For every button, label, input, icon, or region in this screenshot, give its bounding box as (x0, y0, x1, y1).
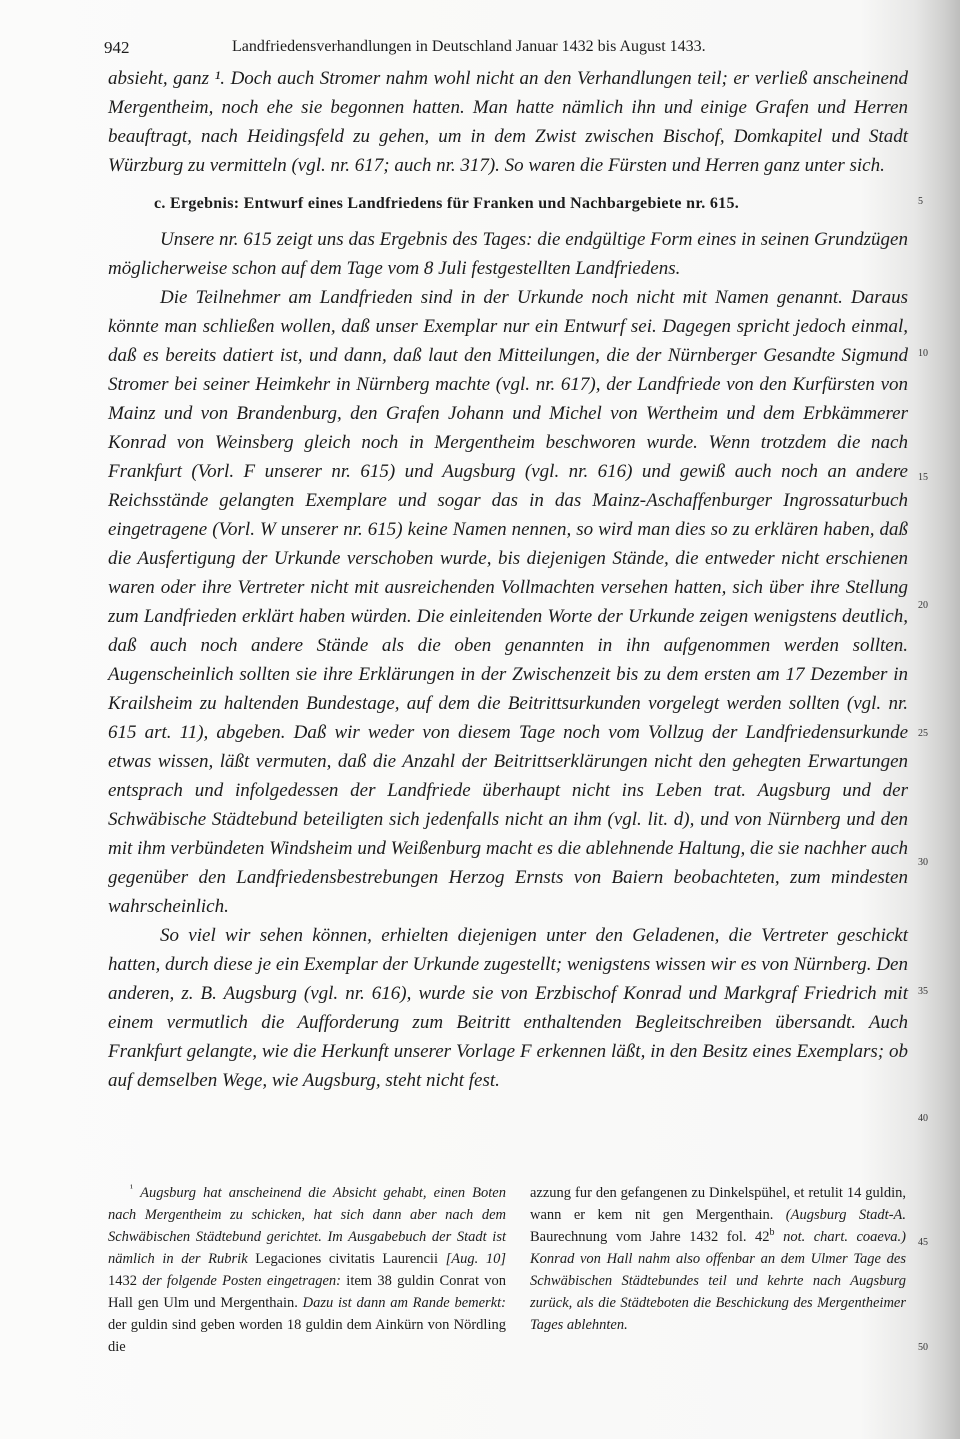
running-title: Landfriedensverhandlungen in Deutschland Januar 1432 bis August 1433. (232, 38, 706, 55)
footnote-continuation: azzung fur den gefangenen zu Dinkelspühel, et retulit 14 guldin, wann er kem nit gen Mergenthain. (Augsburg Stadt-A. Baurechnung vom Jahre 1432 fol. 42$^b$ not. chart. coaeva.) Konrad von Hall nahm also offenbar an dem Ulmer Tage des Schwäbischen Städtebundes teil und kehrte nach Augsburg zurück, als die Städteboten die Beschickung des Mergentheimer Tages ablehnten. (530, 1185, 907, 1333)
line-number: 35 (918, 986, 928, 997)
line-number: 15 (918, 472, 928, 483)
footnote-marker: ¹ (130, 1183, 133, 1195)
main-text (108, 64, 908, 1095)
footnote-right-column (530, 1182, 906, 1336)
page-number: 942 (104, 38, 130, 57)
line-number: 25 (918, 728, 928, 739)
line-number: 30 (918, 857, 928, 868)
paragraph-1: absieht, ganz ¹. Doch auch Stromer nahm wohl nicht an den Verhandlungen teil; er verließ anscheinend Mergentheim, noch ehe sie begonnen hatten. Man hatte nämlich ihn und einige Grafen und Herren beauftragt, nach Heidingsfeld zu gehen, um in dem Zwist zwischen Bischof, Domkapitel und Stadt Würzburg zu vermitteln (vgl. nr. 617; auch nr. 317). So waren die Fürsten und Herren ganz unter sich. (108, 68, 908, 176)
line-number: 45 (918, 1237, 928, 1248)
page-header (104, 36, 794, 60)
paragraph-4: So viel wir sehen können, erhielten diejenigen unter den Geladenen, die Vertreter geschickt hatten, durch diese je ein Exemplar der Urkunde zugestellt; wenigstens wissen wir es von Nürnberg. Den anderen, z. B. Augsburg (vgl. nr. 616), wurde sie von Erzbischof Konrad und Markgraf Friedrich mit einem vermutlich die Aufforderung zum Beitritt enthaltenden Begleitschreiben übersandt. Auch Frankfurt gelangte, wie die Herkunft unserer Vorlage F erkennen läßt, in den Besitz eines Exemplars; ob auf demselben Wege, wie Augsburg, steht nicht fest. (108, 925, 908, 1091)
line-number: 10 (918, 348, 928, 359)
line-number: 50 (918, 1342, 928, 1353)
section-heading: c. Ergebnis: Entwurf eines Landfriedens für Franken und Nachbargebiete nr. 615. (154, 195, 740, 212)
line-number: 20 (918, 600, 928, 611)
line-number: 40 (918, 1113, 928, 1124)
paragraph-3: Die Teilnehmer am Landfrieden sind in der Urkunde noch nicht mit Namen genannt. Daraus könnte man schließen wollen, daß unser Exemplar nur ein Entwurf sei. Dagegen spricht jedoch einmal, daß es bereits datiert ist, und dann, daß laut den Mitteilungen, die der Nürnberger Gesandte Sigmund Stromer bei seiner Heimkehr in Nürnberg machte (vgl. nr. 617), der Landfriede von den Kurfürsten von Mainz und von Brandenburg, den Grafen Johann und Michel von Wertheim und dem Erbkämmerer Konrad von Weinsberg gleich noch in Mergentheim beschworen wurde. Wenn trotzdem die nach Frankfurt (Vorl. F unserer nr. 615) und Augsburg (vgl. nr. 616) und gewiß auch noch an andere Reichsstände gelangten Exemplare und sogar das in das Mainz-Aschaffenburger Ingrossaturbuch eingetragene (Vorl. W unserer nr. 615) keine Namen nennen, so wird man dies so zu erklären haben, daß die Ausfertigung der Urkunde verschoben wurde, bis diejenigen Stände, die entweder nicht erschienen waren oder ihre Vertreter nicht mit ausreichenden Vollmachten versehen hatten, sich über ihre Stellung zum Landfrieden erklärt haben würden. Die einleitenden Worte der Urkunde zeigen wenigstens deutlich, daß auch noch andere Stände als die oben genannten in ihn aufgenommen werden sollten. Augenscheinlich sollten sie ihre Erklärungen in der Zwischenzeit bis zu dem ersten am 17 Dezember in Krailsheim zu haltenden Bundestage, auf dem die Beitrittsurkunden vorgelegt werden sollten (vgl. nr. 615 art. 11), abgeben. Daß wir weder von diesem Tage noch vom Vollzug der Landfriedensurkunde etwas wissen, läßt vermuten, daß die Anzahl der Beitrittserklärungen nicht den gehegten Erwartungen entsprach und infolgedessen der Landfriede überhaupt nicht ins Leben trat. Augsburg und der Schwäbische Städtebund beteiligten sich jedenfalls nicht an ihm (vgl. lit. d), und von Nürnberg und den mit ihm verbündeten Windsheim und Weißenburg macht es die ablehnende Haltung, die sie nachher auch gegenüber den Landfriedensbestrebungen Herzog Ernsts von Baiern beobachteten, zum mindesten wahrscheinlich. (108, 287, 908, 917)
footnote-left-column (108, 1182, 506, 1358)
margin-line-numbers (918, 0, 958, 1439)
paragraph-2: Unsere nr. 615 zeigt uns das Ergebnis des Tages: die endgültige Form eines in seinen Grundzügen möglicherweise schon auf dem Tage vom 8 Juli festgestellten Landfriedens. (108, 229, 908, 279)
line-number: 5 (918, 196, 923, 207)
footnote-text: $^{^1}$ Augsburg hat anscheinend die Absicht gehabt, einen Boten nach Mergentheim zu schicken, hat sich dann aber nach dem Schwäbischen Städtebund gerichtet. Im Ausgabebuch der Stadt ist nämlich in der Rubrik Legaciones civitatis Laurencii [Aug. 10] 1432 der folgende Posten eingetragen: item 38 guldin Conrat von Hall gen Ulm und Mergenthain. Dazu ist dann am Rande bemerkt: der guldin sind geben worden 18 guldin dem Ainkürn von Nördling die (108, 1183, 507, 1355)
